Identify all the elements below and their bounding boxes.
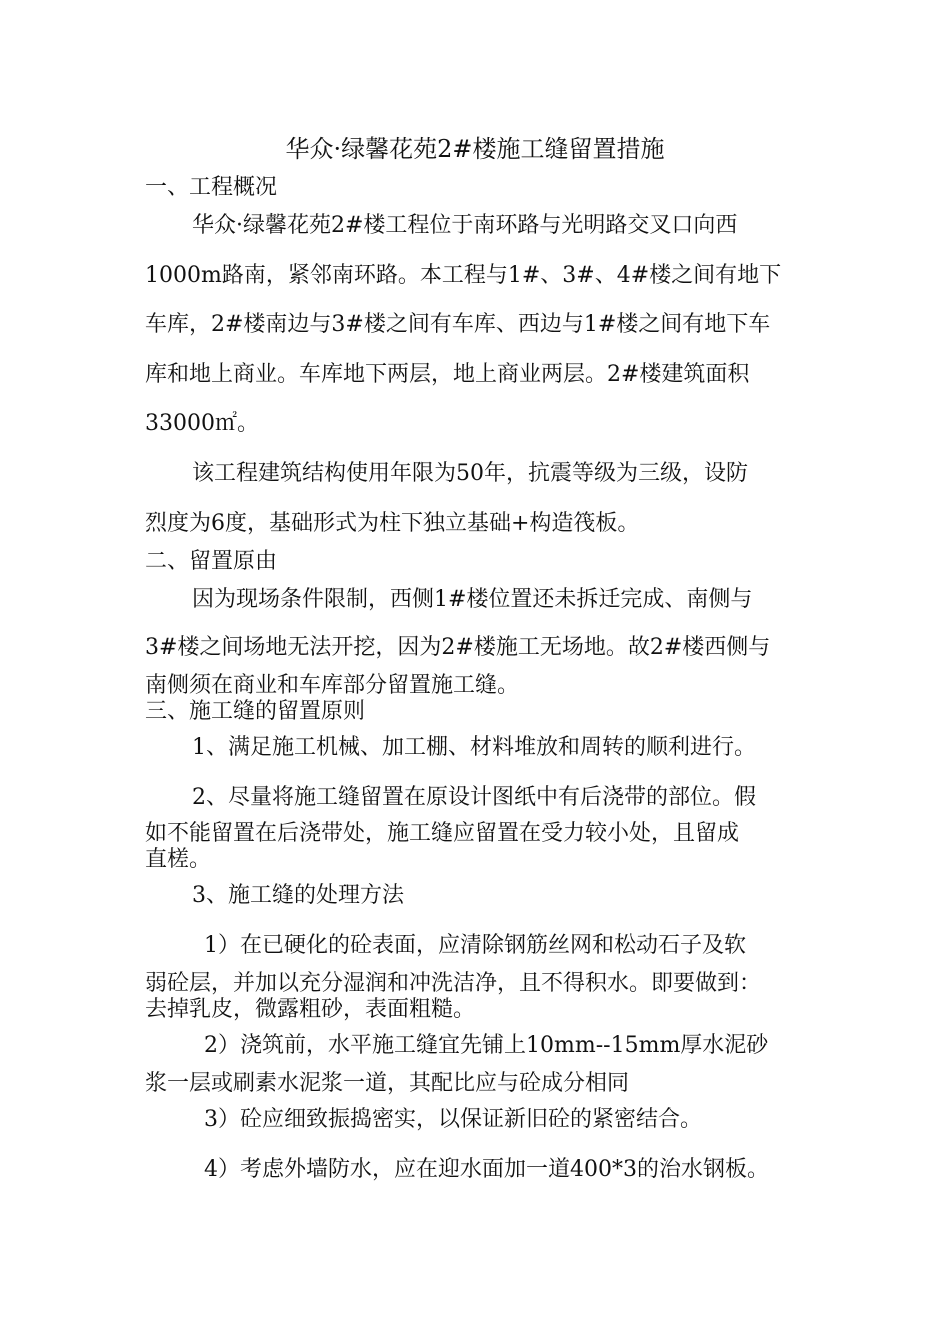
list-item: 3）砼应细致振捣密实，以保证新旧砼的紧密结合。 xyxy=(204,1107,702,1132)
paragraph-line: 去掉乳皮，微露粗砂，表面粗糙。 xyxy=(145,997,476,1022)
paragraph-line: 浆一层或刷素水泥浆一道，其配比应与砼成分相同 xyxy=(145,1071,630,1096)
paragraph-line: 3#楼之间场地无法开挖，因为2#楼施工无场地。故2#楼西侧与 xyxy=(145,635,771,660)
paragraph-line: 33000㎡。 xyxy=(145,411,259,436)
paragraph-line: 南侧须在商业和车库部分留置施工缝。 xyxy=(145,673,520,698)
list-item: 3、施工缝的处理方法 xyxy=(192,883,404,908)
list-item: 4）考虑外墙防水，应在迎水面加一道400*3的治水钢板。 xyxy=(204,1157,769,1182)
list-item: 1）在已硬化的砼表面，应清除钢筋丝网和松动石子及软 xyxy=(204,933,746,958)
paragraph-line: 因为现场条件限制，西侧1#楼位置还未拆迁完成、南侧与 xyxy=(192,587,753,612)
paragraph-line: 库和地上商业。车库地下两层，地上商业两层。2#楼建筑面积 xyxy=(145,362,750,387)
paragraph-line: 华众·绿馨花苑2#楼工程位于南环路与光明路交叉口向西 xyxy=(192,213,738,238)
paragraph-line: 该工程建筑结构使用年限为50年，抗震等级为三级，设防 xyxy=(192,461,748,486)
paragraph-line: 如不能留置在后浇带处，施工缝应留置在受力较小处，且留成 xyxy=(145,821,740,846)
paragraph-line: 弱砼层，并加以充分湿润和冲洗洁净，且不得积水。即要做到： xyxy=(145,971,762,996)
list-item: 2）浇筑前，水平施工缝宜先铺上10mm--15mm厚水泥砂 xyxy=(204,1033,769,1058)
list-item: 1、满足施工机械、加工棚、材料堆放和周转的顺利进行。 xyxy=(192,735,756,760)
section-heading-principles: 三、施工缝的留置原则 xyxy=(145,699,366,724)
paragraph-line: 车库，2#楼南边与3#楼之间有车库、西边与1#楼之间有地下车 xyxy=(145,312,771,337)
paragraph-line: 1000m路南，紧邻南环路。本工程与1#、3#、4#楼之间有地下 xyxy=(145,263,782,288)
paragraph-line: 直槎。 xyxy=(145,847,212,872)
document-title: 华众·绿馨花苑2#楼施工缝留置措施 xyxy=(285,135,665,163)
section-heading-reason: 二、留置原由 xyxy=(145,549,278,574)
section-heading-overview: 一、工程概况 xyxy=(145,175,278,200)
paragraph-line: 烈度为6度，基础形式为柱下独立基础+构造筏板。 xyxy=(145,511,640,536)
list-item: 2、尽量将施工缝留置在原设计图纸中有后浇带的部位。假 xyxy=(192,785,756,810)
